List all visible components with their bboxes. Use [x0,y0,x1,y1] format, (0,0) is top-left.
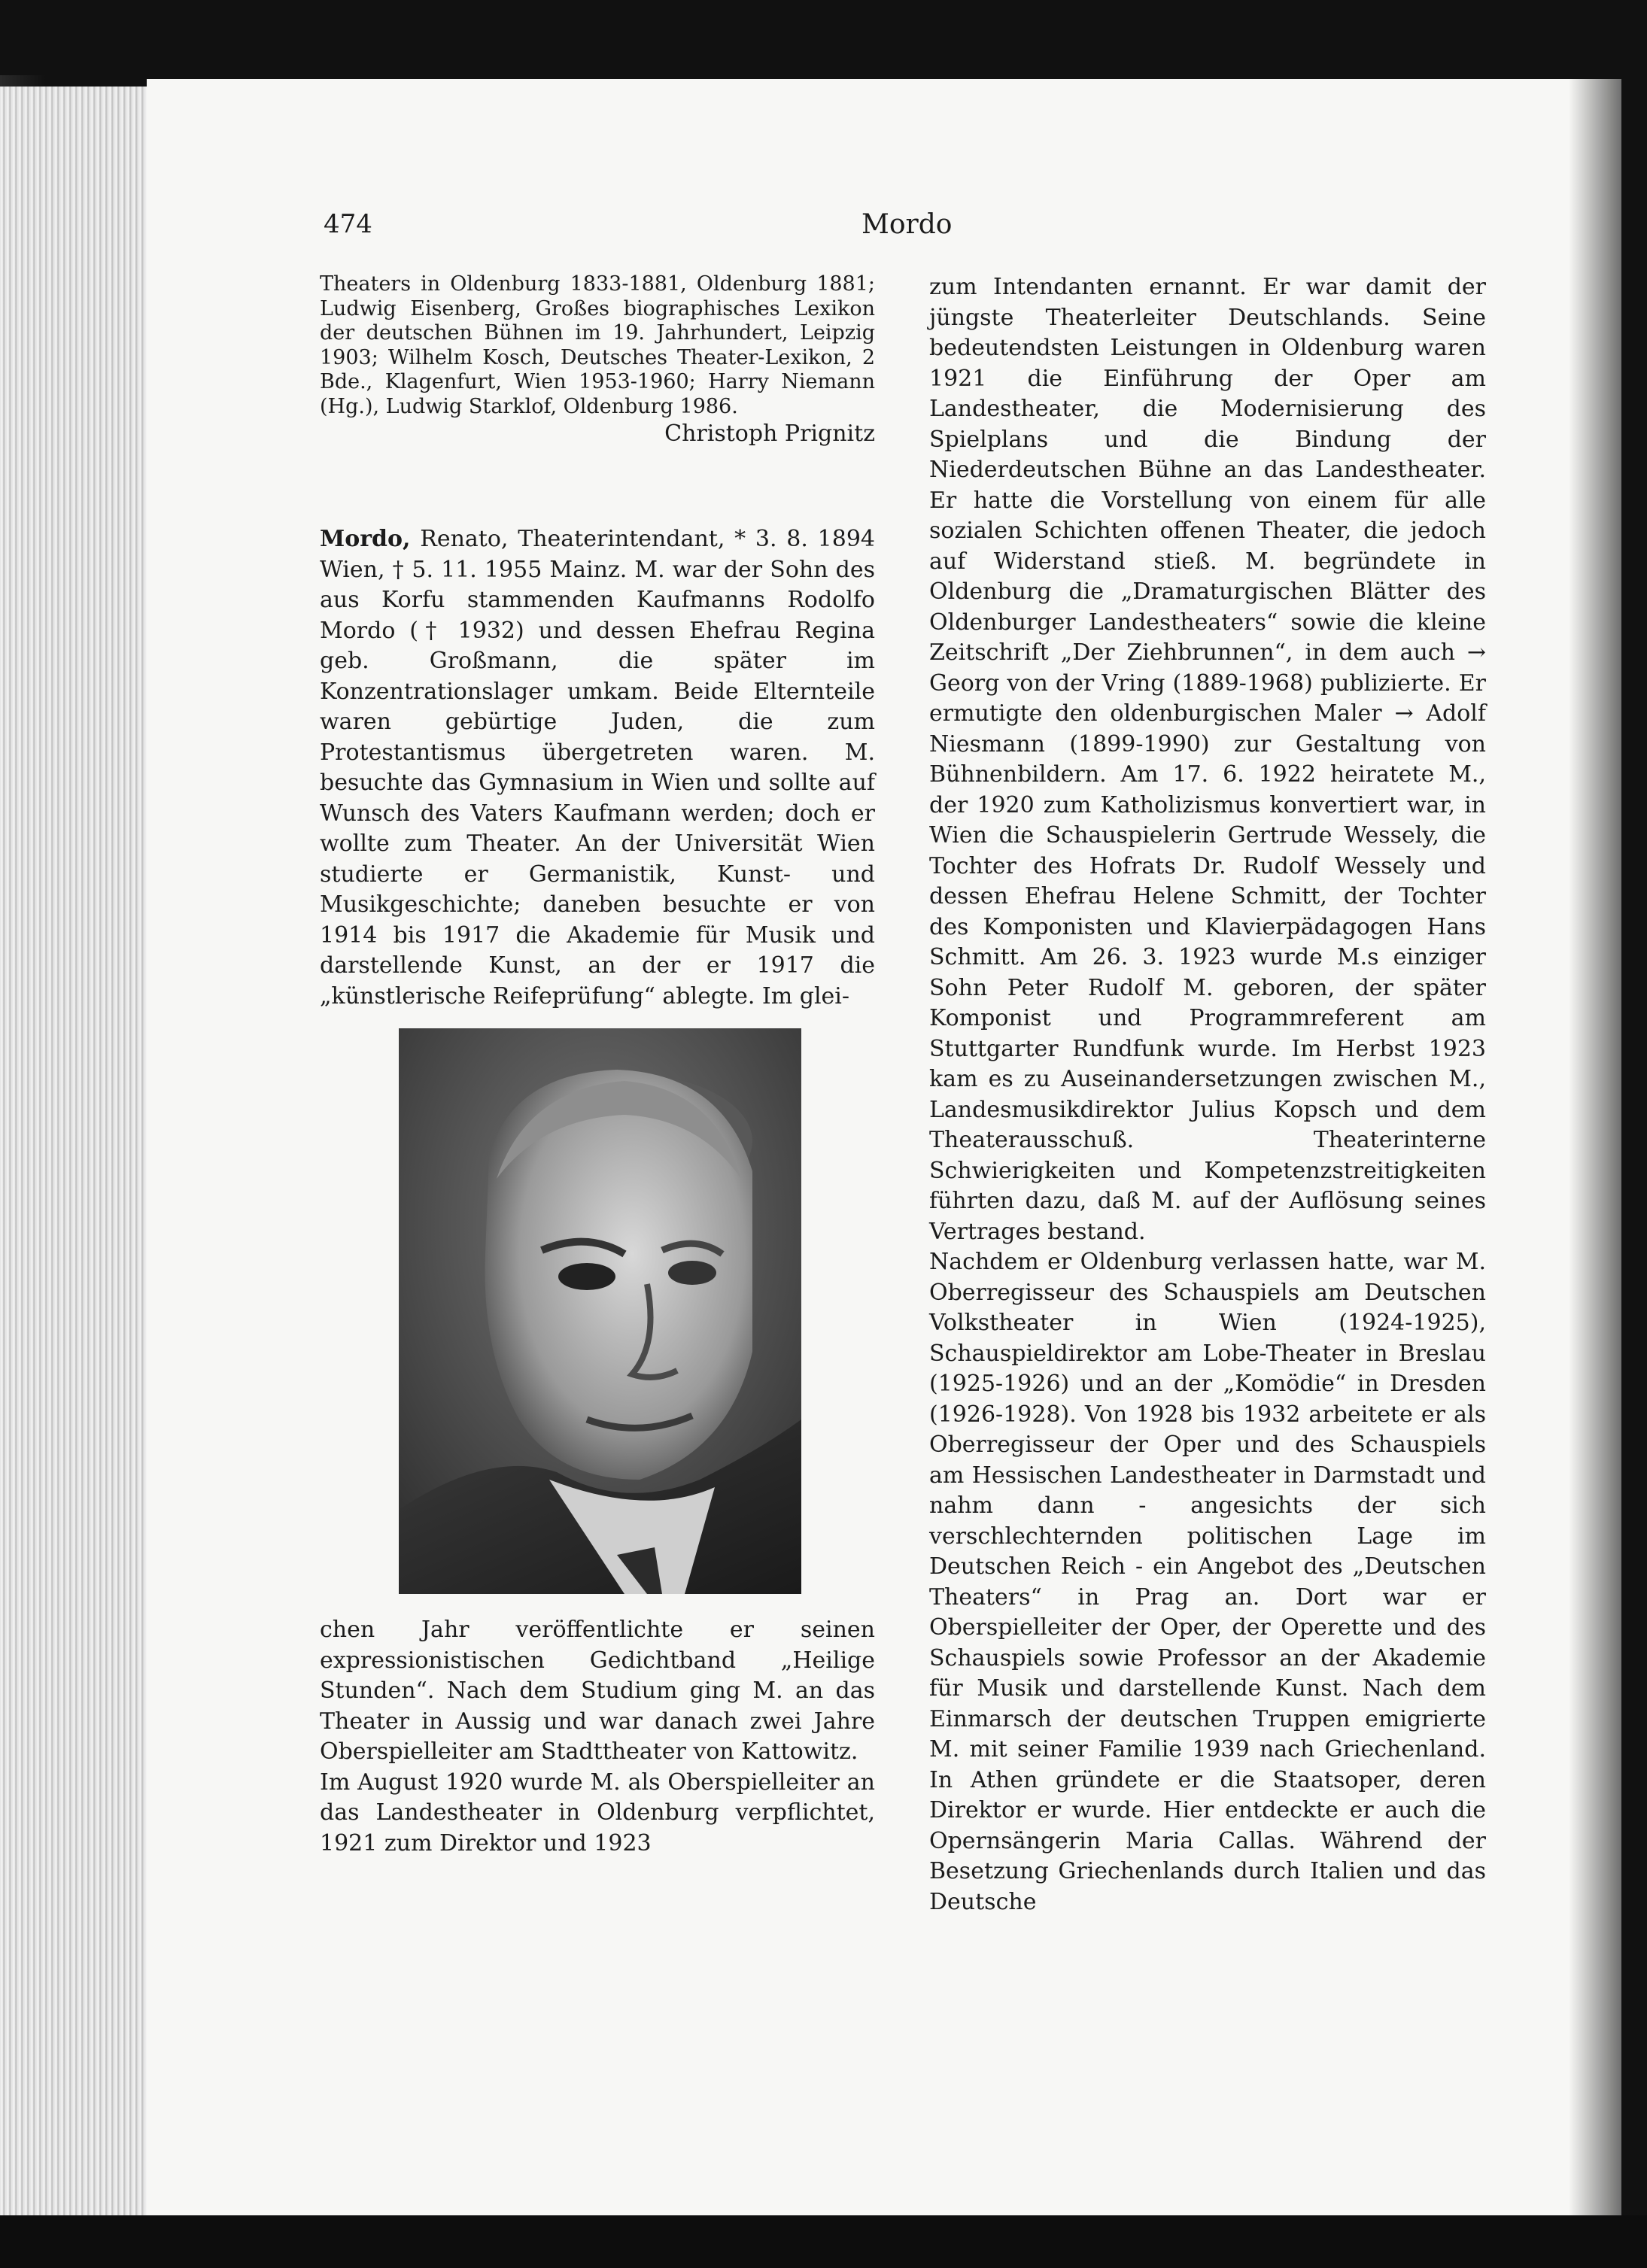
entry-headword: Mordo, [320,526,411,552]
running-head: Mordo [861,209,953,240]
entry-text-after-photo: chen Jahr veröffentlichte er seinen expressionistischen Gedichtband „Heilige Stunden“. Nach dem Studium ging M. an das Theater in Aussig und war danach zwei Jahre Oberspielleiter am Stadttheater von Kattowitz. [320,1617,875,1765]
entry-paragraph [320,524,875,1012]
bottom-scan-border [0,2215,1647,2268]
left-column [320,272,875,1859]
right-paragraph-2: Nachdem er Oldenburg verlassen hatte, war M. Oberregisseur des Schauspiels am Deutschen Volkstheater in Wien (1924-1925), Schauspieldirektor am Lobe-Theater in Breslau (1925-1926) und an der „Komödie“ in Dresden (1926-1928). Von 1928 bis 1932 arbeitete er als Oberregisseur der Oper und des Schauspiels am Hessischen Landestheater in Darmstadt und nahm dann - angesichts der sich verschlechternden politischen Lage im Deutschen Reich - ein Angebot des „Deutschen Theaters“ in Prag an. Dort war er Oberspielleiter der Oper, der Operette und des Schauspiels sowie Professor an der Akademie für Musik und darstellende Kunst. Nach dem Einmarsch der deutschen Truppen emigrierte M. mit seiner Familie 1939 nach Griechenland. In Athen gründete er die Staatsoper, deren Direktor er wurde. Hier entdeckte er auch die Opernsängerin Maria Callas. Während der Besetzung Griechenlands durch Italien und das Deutsche [929,1249,1486,1915]
portrait-image [399,1028,801,1594]
stacked-page-edges [0,87,150,2215]
references-author: Christoph Prignitz [664,421,875,447]
right-column [929,272,1486,1917]
gutter-shadow [1569,79,1621,2215]
right-paragraph-1: zum Intendanten ernannt. Er war damit der jüngste Theaterleiter Deutschlands. Seine bedeutendsten Leistungen in Oldenburg waren 1921 die Einführung der Oper am Landestheater, die Modernisierung des Spielplans und die Bindung der Niederdeutschen Bühne an das Landestheater. Er hatte die Vorstellung von einem für alle sozialen Schichten offenen Theater, die jedoch auf Widerstand stieß. M. begründete in Oldenburg die „Dramaturgischen Blätter des Oldenburger Landestheaters“ sowie die kleine Zeitschrift „Der Ziehbrunnen“, in dem auch → Georg von der Vring (1889-1968) publizierte. Er ermutigte den oldenburgischen Maler → Adolf Niesmann (1899-1990) zur Gestaltung von Bühnenbildern. Am 17. 6. 1922 heiratete M., der 1920 zum Katholizismus konvertiert war, in Wien die Schauspielerin Gertrude Wessely, die Tochter des Hofrats Dr. Rudolf Wessely und dessen Ehefrau Helene Schmitt, der Tochter des Komponisten und Klavierpädagogen Hans Schmitt. Am 26. 3. 1923 wurde M.s einziger Sohn Peter Rudolf M. geboren, der später Komponist und Programmreferent am Stuttgarter Rundfunk wurde. Im Herbst 1923 kam es zu Auseinandersetzungen zwischen M., Landesmusikdirektor Julius Kopsch und dem Theaterausschuß. Theaterinterne Schwierigkeiten und Kompetenzstreitigkeiten führten dazu, daß M. auf der Auflösung seines Vertrages bestand. [929,274,1486,1245]
entry-text-before-photo: Renato, Theaterintendant, * 3. 8. 1894 Wien, † 5. 11. 1955 Mainz. M. war der Sohn des aus Korfu stammenden Kaufmanns Rodolfo Mordo († 1932) und dessen Ehefrau Regina geb. Großmann, die später im Konzentrationslager umkam. Beide Elternteile waren gebürtige Juden, die zum Protestantismus übergetreten waren. M. besuchte das Gymnasium in Wien und sollte auf Wunsch des Vaters Kaufmann werden; doch er wollte zum Theater. An der Universität Wien studierte er Germanistik, Kunst- und Musikgeschichte; daneben besuchte er von 1914 bis 1917 die Akademie für Musik und darstellende Kunst, an der er 1917 die „künstlerische Reifeprüfung“ ablegte. Im glei- [320,526,875,1010]
page-number: 474 [324,209,372,239]
references-paragraph: Theaters in Oldenburg 1833-1881, Oldenburg 1881; Ludwig Eisenberg, Großes biographisches Lexikon der deutschen Bühnen im 19. Jahrhundert, Leipzig 1903; Wilhelm Kosch, Deutsches Theater-Lexikon, 2 Bde., Klagenfurt, Wien 1953-1960; Harry Niemann (Hg.), Ludwig Starklof, Oldenburg 1986. [320,272,875,418]
portrait-photo [399,1028,801,1594]
entry-text-paragraph-2: Im August 1920 wurde M. als Oberspielleiter an das Landestheater in Oldenburg verpflichtet, 1921 zum Direktor und 1923 [320,1769,875,1857]
